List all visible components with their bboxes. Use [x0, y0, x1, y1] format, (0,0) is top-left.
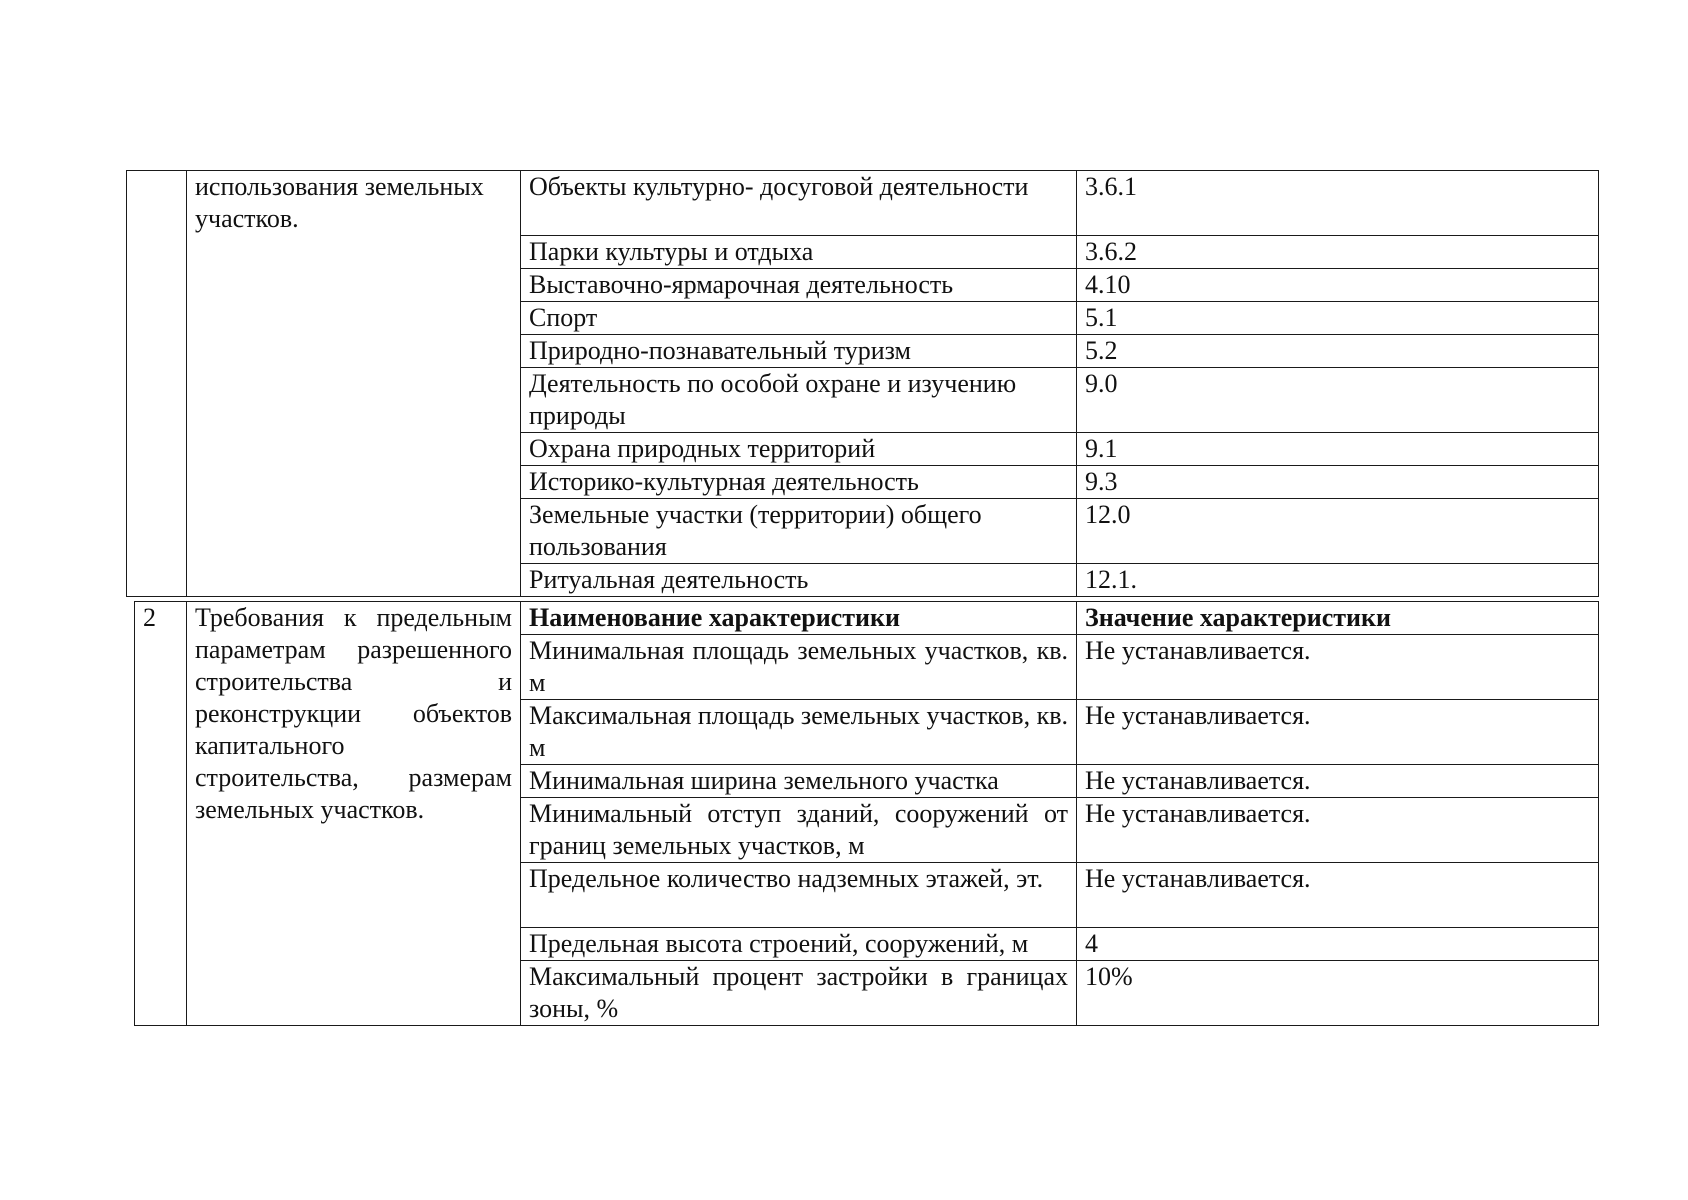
use-type-code: 4.10 — [1077, 269, 1599, 302]
row-label-cell — [187, 171, 521, 597]
row-number: 2 — [143, 603, 156, 632]
parameter-value: Не устанавливается. — [1077, 863, 1599, 928]
parameter-name: Предельное количество надземных этажей, эт. — [521, 863, 1077, 928]
use-type-name: Историко-культурная деятельность — [521, 466, 1077, 499]
table-row — [127, 171, 1599, 236]
parameter-value: 10% — [1077, 961, 1599, 1026]
use-type-name: Деятельность по особой охране и изучению природы — [521, 368, 1077, 433]
use-type-code: 12.1. — [1077, 564, 1599, 597]
parameter-value: Не устанавливается. — [1077, 700, 1599, 765]
parameter-name: Минимальная площадь земельных участков, кв. м — [521, 635, 1077, 700]
parameter-value: 4 — [1077, 928, 1599, 961]
use-type-name: Выставочно-ярмарочная деятельность — [521, 269, 1077, 302]
parameters-table — [134, 601, 1599, 1026]
row-number-cell — [135, 602, 187, 1026]
use-type-name: Охрана природных территорий — [521, 433, 1077, 466]
use-type-name: Объекты культурно- досуговой деятельности — [521, 171, 1077, 236]
use-type-code: 5.2 — [1077, 335, 1599, 368]
use-type-name: Ритуальная деятельность — [521, 564, 1077, 597]
parameter-name: Минимальный отступ зданий, сооружений от границ земельных участков, м — [521, 798, 1077, 863]
parameter-name: Максимальная площадь земельных участков, кв. м — [521, 700, 1077, 765]
parameter-value: Не устанавливается. — [1077, 635, 1599, 700]
parameter-name: Минимальная ширина земельного участка — [521, 765, 1077, 798]
use-type-code: 3.6.1 — [1077, 171, 1599, 236]
parameter-name: Максимальный процент застройки в границах зоны, % — [521, 961, 1077, 1026]
column-header-name: Наименование характеристики — [521, 602, 1077, 635]
use-type-code: 9.0 — [1077, 368, 1599, 433]
parameter-name: Предельная высота строений, сооружений, м — [521, 928, 1077, 961]
use-type-name: Спорт — [521, 302, 1077, 335]
use-types-table — [126, 170, 1599, 597]
use-type-name: Парки культуры и отдыха — [521, 236, 1077, 269]
use-type-name: Природно-познавательный туризм — [521, 335, 1077, 368]
use-type-code: 5.1 — [1077, 302, 1599, 335]
column-header-value: Значение характеристики — [1077, 602, 1599, 635]
parameter-value: Не устанавливается. — [1077, 798, 1599, 863]
row-label-text: Требования к предельным параметрам разрешенного строительства и реконструкции объектов капитального строительства, размерам земельных участков. — [195, 603, 512, 824]
use-type-code: 9.1 — [1077, 433, 1599, 466]
table-header-row — [135, 602, 1599, 635]
use-type-code: 9.3 — [1077, 466, 1599, 499]
row-number-cell — [127, 171, 187, 597]
use-type-name: Земельные участки (территории) общего пользования — [521, 499, 1077, 564]
parameter-value: Не устанавливается. — [1077, 765, 1599, 798]
use-type-code: 12.0 — [1077, 499, 1599, 564]
row-label-cell — [187, 602, 521, 1026]
row-label-text: использования земельных участков. — [195, 172, 484, 233]
use-type-code: 3.6.2 — [1077, 236, 1599, 269]
